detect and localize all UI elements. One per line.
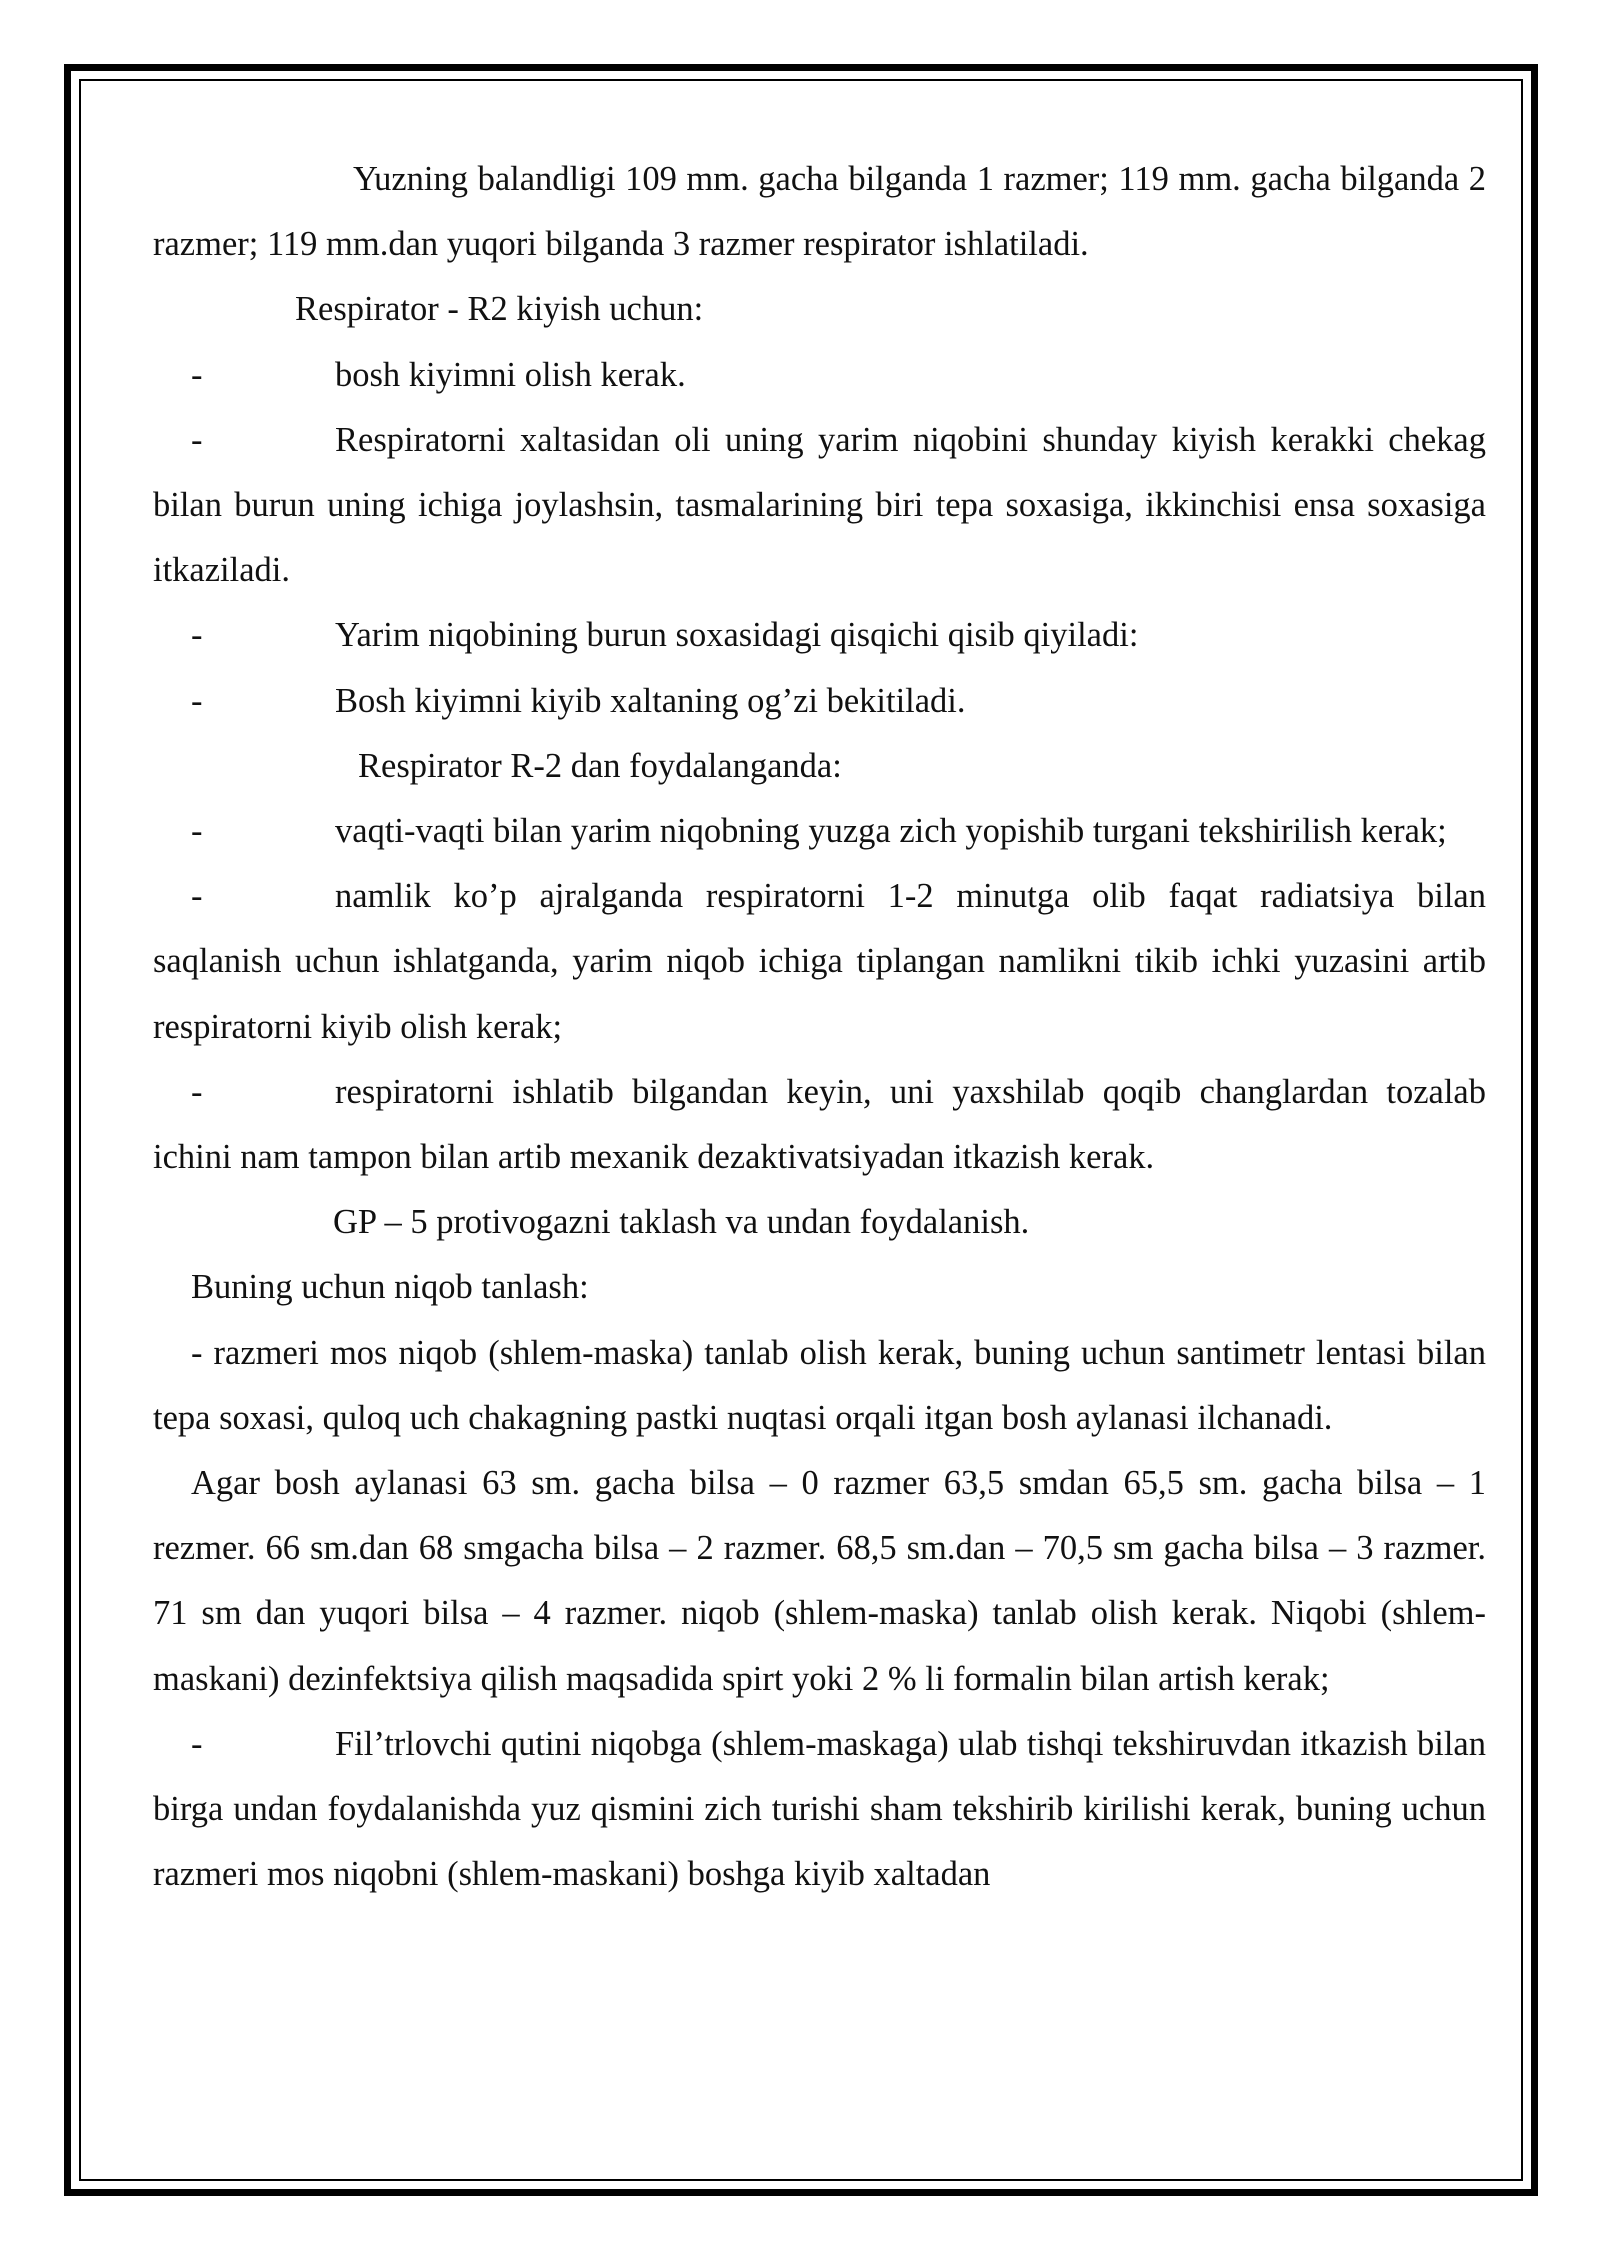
list-item-text: bosh kiyimni olish kerak. (335, 355, 686, 394)
paragraph: - razmeri mos niqob (shlem-maska) tanlab olish kerak, buning uchun santimetr lentasi bilan tepa soxasi, quloq uch chakagning pastki nuqtasi orqali itgan bosh aylanasi ilchanadi. (153, 1333, 1486, 1437)
list-dash-marker: - (191, 1072, 203, 1111)
list-item-text: Fil’trlovchi qutini niqobga (shlem-maskaga) ulab tishqi tekshiruvdan itkazish bilan birga undan foydalanishda yuz qismini zich turishi sham tekshirib kirilishi kerak, buning uchun razmeri mos niqobni (shlem-maskani) boshga kiyib xaltadan (153, 1724, 1486, 1894)
list-dash-marker: - (191, 355, 203, 394)
list-item (153, 408, 1486, 604)
list-item (153, 1060, 1486, 1190)
list-item-text: Respiratorni xaltasidan oli uning yarim niqobini shunday kiyish kerakki chekag bilan burun uning ichiga joylashsin, tasmalarining biri tepa soxasiga, ikkinchisi ensa soxasiga itkaziladi. (153, 420, 1486, 590)
list-item (153, 864, 1486, 1060)
list-item-text: namlik ko’p ajralganda respiratorni 1-2 minutga olib faqat radiatsiya bilan saqlanish uchun ishlatganda, yarim niqob ichiga tiplangan namlikni tikib ichki yuzasini artib respiratorni kiyib olish kerak; (153, 877, 1486, 1046)
paragraph: Yuzning balandligi 109 mm. gacha bilganda 1 razmer; 119 mm. gacha bilganda 2 razmer; 119 mm.dan yuqori bilganda 3 razmer respirator ishlatiladi. (153, 160, 1486, 264)
list-item-text: Bosh kiyimni kiyib xaltaning og’zi bekitiladi. (335, 681, 966, 720)
list-dash-marker: - (191, 616, 203, 655)
list-item (153, 799, 1486, 864)
list-dash-marker: - (191, 812, 203, 851)
paragraph: Buning uchun niqob tanlash: (191, 1268, 589, 1307)
list-dash-marker: - (191, 681, 203, 720)
paragraph: Respirator R-2 dan foydalanganda: (358, 746, 842, 785)
paragraph: Agar bosh aylanasi 63 sm. gacha bilsa – 0 razmer 63,5 smdan 65,5 sm. gacha bilsa – 1 rezmer. 66 sm.dan 68 smgacha bilsa – 2 razmer. 68,5 sm.dan – 70,5 sm gacha bilsa – 3 razmer. 71 sm dan yuqori bilsa – 4 razmer. niqob (shlem-maska) tanlab olish kerak. Niqobi (shlem-maskani) dezinfektsiya qilish maqsadida spirt yoki 2 % li formalin bilan artish kerak; (153, 1464, 1486, 1698)
list-dash-marker: - (191, 420, 203, 459)
list-item-text: respiratorni ishlatib bilgandan keyin, uni yaxshilab qoqib changlardan tozalab ichini nam tampon bilan artib mexanik dezaktivatsiyadan itkazish kerak. (153, 1072, 1486, 1177)
list-item (153, 603, 1486, 668)
list-item (153, 669, 1486, 734)
paragraph: Respirator - R2 kiyish uchun: (295, 290, 704, 329)
list-item (153, 343, 1486, 408)
list-dash-marker: - (191, 877, 203, 916)
list-item (153, 1712, 1486, 1908)
list-dash-marker: - (191, 1724, 203, 1763)
list-item-text: vaqti-vaqti bilan yarim niqobning yuzga zich yopishib turgani tekshirilish kerak; (335, 812, 1447, 851)
paragraph: GP – 5 protivogazni taklash va undan foydalanish. (333, 1203, 1030, 1242)
document-body (153, 147, 1486, 1907)
list-item-text: Yarim niqobining burun soxasidagi qisqichi qisib qiyiladi: (335, 616, 1139, 655)
